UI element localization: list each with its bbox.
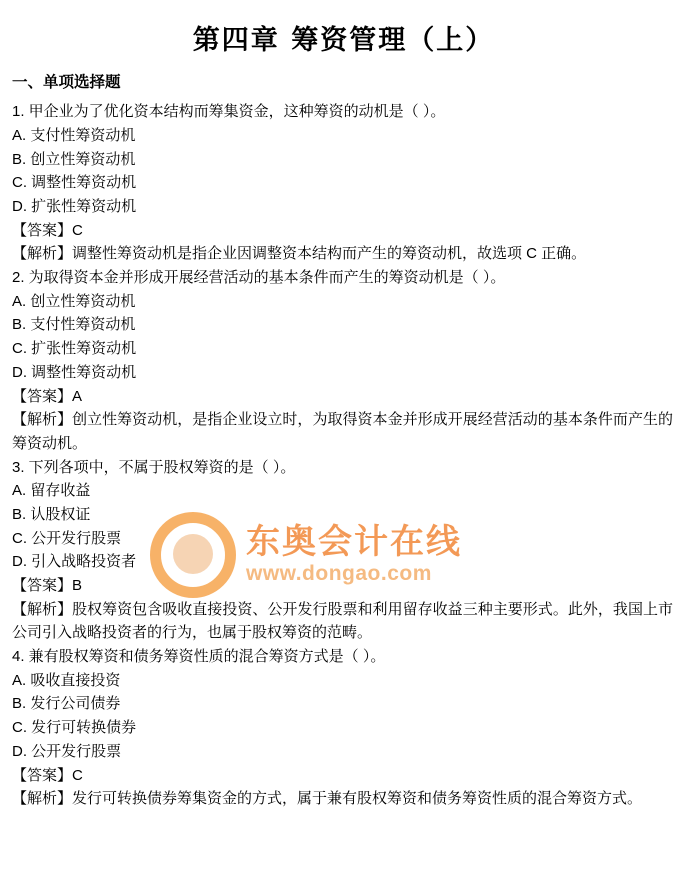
- question-answer: 【答案】A: [12, 387, 83, 405]
- question-option: B. 发行公司债券: [12, 695, 121, 713]
- watermark-url: www.dongao.com: [246, 561, 432, 585]
- question-stem: 1. 甲企业为了优化资本结构而筹集资金，这种筹资的动机是（ ）。: [12, 103, 446, 121]
- question-answer: 【答案】C: [12, 766, 83, 784]
- question-block: [12, 266, 673, 456]
- question-option: C. 调整性筹资动机: [12, 174, 137, 192]
- page-title: 第四章 筹资管理（上）: [192, 25, 495, 56]
- question-option: C. 扩张性筹资动机: [12, 340, 137, 358]
- question-option: B. 认股权证: [12, 505, 91, 523]
- question-option: B. 创立性筹资动机: [12, 150, 136, 168]
- question-option: D. 调整性筹资动机: [12, 363, 137, 381]
- document-page: [0, 18, 687, 886]
- question-option: B. 支付性筹资动机: [12, 316, 136, 334]
- question-explanation: 【解析】调整性筹资动机是指企业因调整资本结构而产生的筹资动机，故选项 C 正确。: [12, 245, 587, 263]
- question-explanation: 【解析】创立性筹资动机，是指企业设立时，为取得资本金并形成开展经营活动的基本条件而产生的筹资动机。: [12, 411, 673, 452]
- question-option: D. 扩张性筹资动机: [12, 198, 137, 215]
- question-block: [12, 456, 673, 646]
- watermark-brand: 东奥会计在线: [246, 522, 462, 563]
- question-answer: 【答案】C: [12, 221, 83, 239]
- question-explanation: 【解析】发行可转换债券筹集资金的方式，属于兼有股权筹资和债务筹资性质的混合筹资方式。: [12, 790, 643, 808]
- section-heading: 一、单项选择题: [12, 74, 121, 91]
- question-stem: 2. 为取得资本金并形成开展经营活动的基本条件而产生的筹资动机是（ ）。: [12, 269, 506, 287]
- question-option: A. 支付性筹资动机: [12, 126, 136, 144]
- question-option: D. 公开发行股票: [12, 742, 122, 760]
- question-stem: 4. 兼有股权筹资和债务筹资性质的混合筹资方式是（ ）。: [12, 648, 386, 666]
- question-answer: 【答案】B: [12, 577, 83, 594]
- question-option: C. 发行可转换债券: [12, 719, 137, 737]
- question-stem: 3. 下列各项中，不属于股权筹资的是（ ）。: [12, 458, 296, 476]
- document-body: [0, 71, 687, 811]
- question-option: A. 吸收直接投资: [12, 671, 121, 689]
- question-option: A. 留存收益: [12, 482, 91, 500]
- question-explanation: 【解析】股权筹资包含吸收直接投资、公开发行股票和利用留存收益三种主要形式。此外，我国上市公司引入战略投资者的行为，也属于股权筹资的范畴。: [12, 600, 673, 642]
- question-option: A. 创立性筹资动机: [12, 292, 136, 310]
- question-block: [12, 645, 673, 811]
- question-option: C. 公开发行股票: [12, 529, 122, 547]
- question-option: D. 引入战略投资者: [12, 553, 137, 571]
- question-block: [12, 100, 673, 266]
